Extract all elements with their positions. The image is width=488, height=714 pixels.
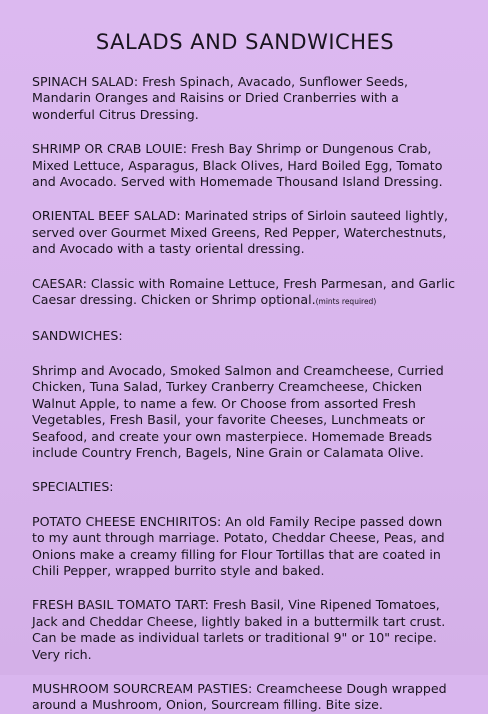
fresh-basil-tomato-tart: FRESH BASIL TOMATO TART: Fresh Basil, Vine Ripened Tomatoes, Jack and Cheddar Cheese, lightly baked in a buttermilk tart crust. Can be made as individual tarlets or traditional 9" or 10" recipe. Very rich.: [32, 597, 446, 662]
mushroom-sourcream-pasties: MUSHROOM SOURCREAM PASTIES: Creamcheese Dough wrapped around a Mushroom, Onion, Sourcream filling. Bite size.: [32, 680, 447, 713]
spinach-salad: SPINACH SALAD: Fresh Spinach, Avacado, Sunflower Seeds, Mandarin Oranges and Raisins or Dried Cranberries with a wonderful Citrus Dressing.: [32, 74, 408, 122]
oriental-beef-salad: ORIENTAL BEEF SALAD: Marinated strips of Sirloin sauteed lightly, served over Gourmet Mixed Greens, Red Pepper, Waterchestnuts, and Avocado with a tasty oriental dressing.: [32, 208, 449, 257]
potato-cheese-enchiritos: POTATO CHEESE ENCHIRITOS: An old Family Recipe passed down to my aunt through marriage. Potato, Cheddar Cheese, Peas, and Onions make a creamy filling for Flour Tortillas that are coated in Chili Pepper, wrapped burrito style and baked.: [32, 513, 445, 578]
caesar-note: (mints required): [315, 297, 377, 307]
caesar-salad: [32, 276, 458, 311]
sandwiches-description: Shrimp and Avocado, Smoked Salmon and Creamcheese, Curried Chicken, Tuna Salad, Turkey Cranberry Creamcheese, Chicken Walnut Apple, to name a few. Or Choose from assorted Fresh Vegetables, Fresh Basil, your favorite Cheeses, Lunchmeats or Seafood, and create your own masterpiece. Homemade Breads include Country French, Bagels, Nine Grain or Calamata Olive.: [32, 362, 444, 460]
caesar-text: CAESAR: Classic with Romaine Lettuce, Fresh Parmesan, and Garlic Caesar dressing. Chicken or Shrimp optional.: [32, 275, 456, 308]
sandwiches-heading: SANDWICHES:: [32, 328, 123, 344]
page-title: SALADS AND SANDWICHES: [95, 30, 395, 54]
specialties-heading: SPECIALTIES:: [32, 479, 114, 495]
shrimp-crab-louie: SHRIMP OR CRAB LOUIE: Fresh Bay Shrimp or Dungenous Crab, Mixed Lettuce, Asparagus, Black Olives, Hard Boiled Egg, Tomato and Avocado. Served with Homemade Thousand Island Dressing.: [32, 141, 443, 190]
